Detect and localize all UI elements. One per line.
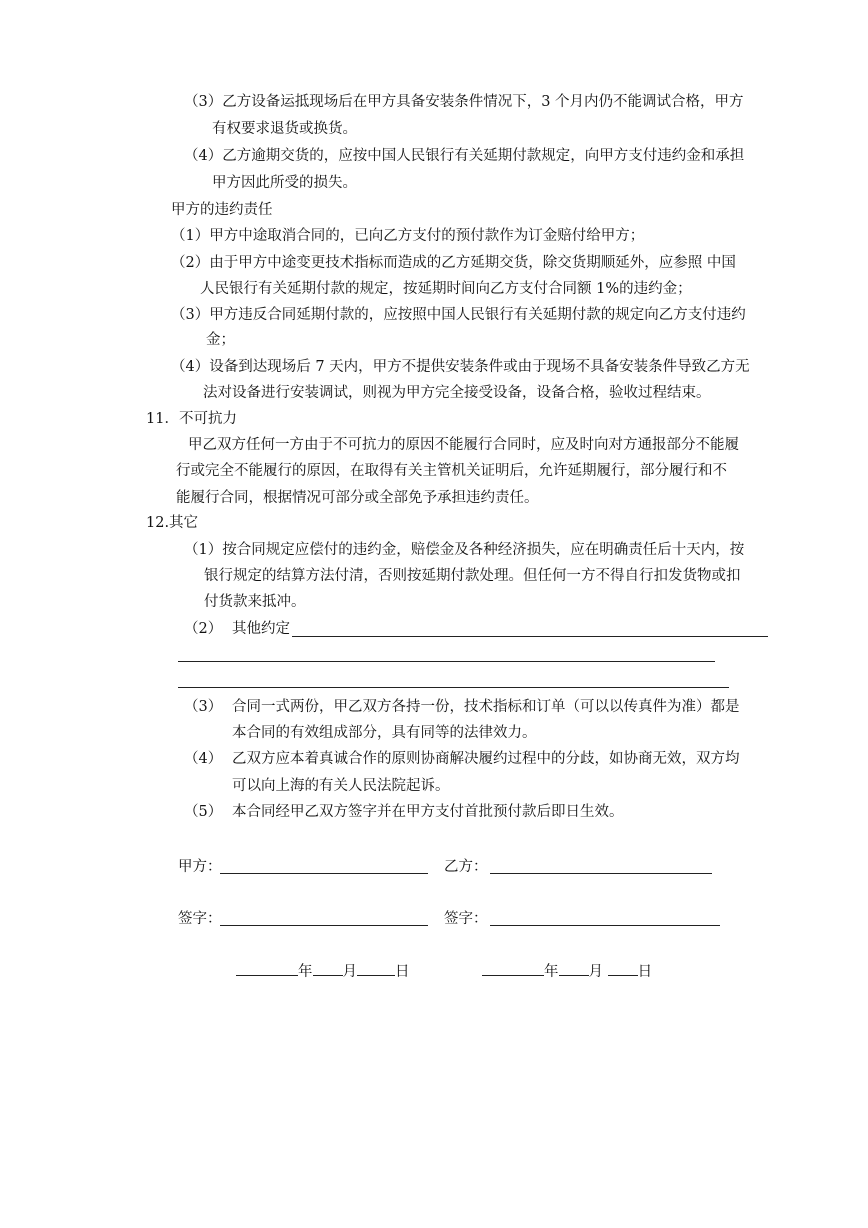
other-item4-line2: 可以向上海的有关人民法院起诉。 <box>232 778 450 794</box>
party-a-date <box>236 961 410 982</box>
other-agreement-line-2[interactable] <box>178 661 715 662</box>
party-b-field[interactable] <box>490 873 712 874</box>
other-heading: 12.其它 <box>146 515 199 531</box>
party-a-month-field[interactable] <box>313 961 343 976</box>
other-item1-line2: 银行规定的结算方法付清，否则按延期付款处理。但任何一方不得自行扣发货物或扣 <box>204 568 741 584</box>
party-a-sign-label: 签字： <box>178 911 222 927</box>
seller-breach-item4-line1: （4）乙方逾期交货的，应按中国人民银行有关延期付款规定，向甲方支付违约金和承担 <box>184 148 745 164</box>
other-item3-line1: 合同一式两份，甲乙双方各持一份，技术指标和订单（可以以传真件为准）都是 <box>232 699 740 715</box>
buyer-breach-item3-line1: （3）甲方违反合同延期付款的，应按照中国人民银行有关延期付款的规定向乙方支付违约 <box>171 307 746 323</box>
force-majeure-heading: 11．不可抗力 <box>146 411 237 427</box>
year-label-b: 年 <box>544 964 559 980</box>
seller-breach-item3-line1: （3）乙方设备运抵现场后在甲方具备安装条件情况下，3 个月内仍不能调试合格，甲方 <box>184 94 744 110</box>
seller-breach-item3-line2: 有权要求退货或换货。 <box>212 121 357 137</box>
month-label-b: 月 <box>588 964 603 980</box>
other-item5-num: （5） <box>184 804 223 820</box>
other-agreement-line-3[interactable] <box>178 687 729 688</box>
party-a-label: 甲方： <box>178 859 222 875</box>
other-item2-label: 其他约定 <box>232 621 290 637</box>
force-majeure-line3: 能履行合同，根据情况可部分或全部免予承担违约责任。 <box>176 490 539 506</box>
buyer-breach-item3-line2: 金； <box>206 332 235 348</box>
other-item1-line1: （1）按合同规定应偿付的违约金，赔偿金及各种经济损失，应在明确责任后十天内，按 <box>184 542 745 558</box>
buyer-breach-item2-line2: 人民银行有关延期付款的规定，按延期时间向乙方支付合同额 1%的违约金； <box>200 281 692 297</box>
day-label-b: 日 <box>637 964 653 980</box>
other-agreement-line-1[interactable] <box>292 636 768 637</box>
other-item1-line3: 付货款来抵冲。 <box>204 594 306 610</box>
other-item2-num: （2） <box>184 621 223 637</box>
party-b-sign-field[interactable] <box>490 925 720 926</box>
buyer-breach-item4-line1: （4）设备到达现场后 7 天内，甲方不提供安装条件或由于现场不具备安装条件导致乙方无 <box>171 359 750 375</box>
party-a-sign-field[interactable] <box>220 925 428 926</box>
year-label-a: 年 <box>298 964 313 980</box>
buyer-breach-heading: 甲方的违约责任 <box>171 202 273 218</box>
other-item4-num: （4） <box>184 751 223 767</box>
buyer-breach-item2-line1: （2）由于甲方中途变更技术指标而造成的乙方延期交货，除交货期顺延外，应参照 中国 <box>171 255 736 271</box>
party-b-label: 乙方： <box>444 859 488 875</box>
force-majeure-line2: 行或完全不能履行的原因，在取得有关主管机关证明后，允许延期履行，部分履行和不 <box>176 463 727 479</box>
other-item3-line2: 本合同的有效组成部分，具有同等的法律效力。 <box>232 725 537 741</box>
party-b-month-field[interactable] <box>559 961 589 976</box>
other-item4-line1: 乙双方应本着真诚合作的原则协商解决履约过程中的分歧，如协商无效，双方均 <box>232 751 740 767</box>
day-label-a: 日 <box>395 964 410 980</box>
party-b-sign-label: 签字： <box>444 911 488 927</box>
party-b-year-field[interactable] <box>482 961 544 976</box>
month-label-a: 月 <box>342 964 357 980</box>
buyer-breach-item1-line1: （1）甲方中途取消合同的，已向乙方支付的预付款作为订金赔付给甲方； <box>171 228 645 244</box>
party-a-day-field[interactable] <box>357 961 395 976</box>
party-b-date <box>482 961 652 982</box>
buyer-breach-item4-line2: 法对设备进行安装调试，则视为甲方完全接受设备，设备合格，验收过程结束。 <box>203 385 711 401</box>
seller-breach-item4-line2: 甲方因此所受的损失。 <box>212 175 357 191</box>
party-a-field[interactable] <box>220 873 428 874</box>
party-b-day-field[interactable] <box>608 961 638 976</box>
party-a-year-field[interactable] <box>236 961 298 976</box>
force-majeure-line1: 甲乙双方任何一方由于不可抗力的原因不能履行合同时，应及时向对方通报部分不能履 <box>188 437 739 453</box>
other-item5-line1: 本合同经甲乙双方签字并在甲方支付首批预付款后即日生效。 <box>232 804 624 820</box>
other-item3-num: （3） <box>184 699 223 715</box>
